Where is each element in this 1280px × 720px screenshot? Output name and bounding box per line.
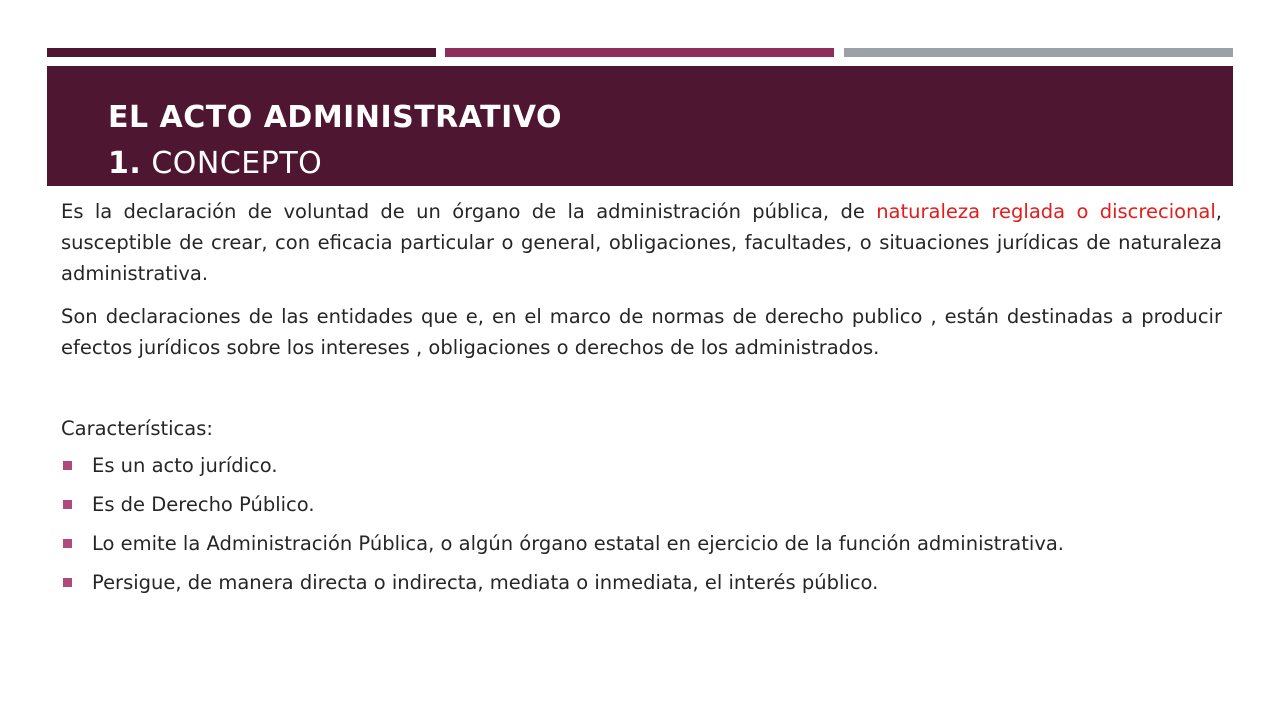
slide-title: EL ACTO ADMINISTRATIVO bbox=[108, 100, 562, 135]
feature-text: Es un acto jurídico. bbox=[92, 454, 278, 477]
feature-text: Lo emite la Administración Pública, o algún órgano estatal en ejercicio de la función administrativa. bbox=[92, 532, 1065, 555]
feature-text: Persigue, de manera directa o indirecta, mediata o inmediata, el interés público. bbox=[92, 571, 879, 594]
square-bullet-icon bbox=[63, 578, 72, 587]
title-band bbox=[47, 66, 1233, 186]
definition-highlight: naturaleza reglada o discrecional bbox=[876, 200, 1216, 223]
square-bullet-icon bbox=[63, 500, 72, 509]
slide-content bbox=[61, 196, 1222, 608]
square-bullet-icon bbox=[63, 539, 72, 548]
slide-subtitle bbox=[108, 146, 322, 182]
definition-text-end: , susceptible de crear, con eficacia particular o general, obligaciones, facultades, o situaciones jurídicas de naturaleza administrativa. bbox=[61, 200, 1222, 285]
features-list bbox=[61, 452, 1222, 597]
list-item bbox=[61, 491, 1222, 519]
list-item bbox=[61, 569, 1222, 597]
features-heading: Características: bbox=[61, 417, 213, 440]
square-bullet-icon bbox=[63, 461, 72, 470]
accent-bar-gray bbox=[844, 48, 1233, 57]
list-item bbox=[61, 530, 1222, 558]
subtitle-number: 1. bbox=[108, 146, 142, 181]
definition-paragraph bbox=[61, 196, 1222, 289]
feature-text: Es de Derecho Público. bbox=[92, 493, 315, 516]
list-item bbox=[61, 452, 1222, 480]
subtitle-text: CONCEPTO bbox=[151, 146, 323, 181]
entities-paragraph: Son declaraciones de las entidades que e, en el marco de normas de derecho publico , están destinadas a producir efectos jurídicos sobre los intereses , obligaciones o derechos de los administrados. bbox=[61, 305, 1222, 359]
accent-bar-dark bbox=[47, 48, 436, 57]
definition-text-start: Es la declaración de voluntad de un órgano de la administración pública, de bbox=[61, 200, 877, 223]
accent-bar-magenta bbox=[445, 48, 834, 57]
